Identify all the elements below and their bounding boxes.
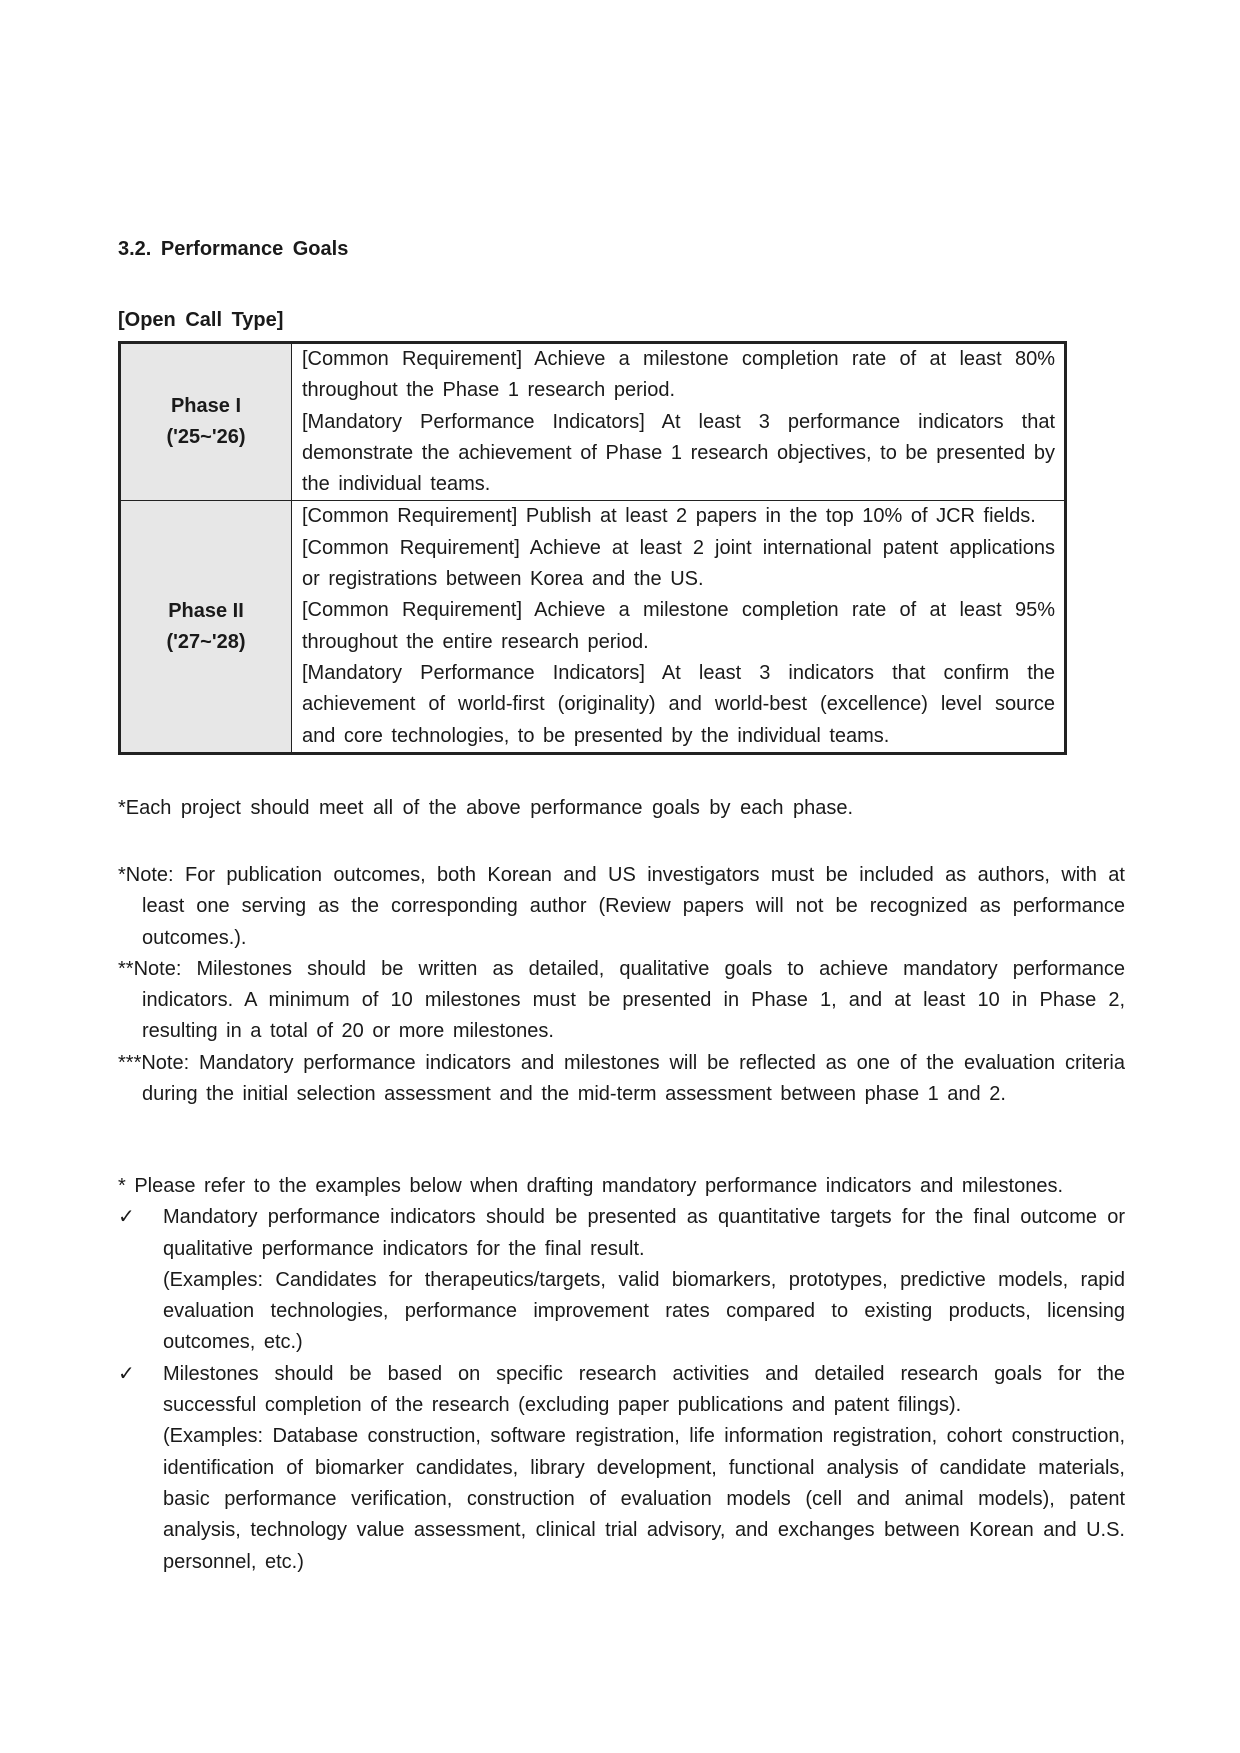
examples-block <box>118 1171 1125 1578</box>
phase-label: Phase II <box>168 599 244 622</box>
phase-years: ('25~'26) <box>166 426 246 449</box>
phase-label: Phase I <box>170 395 242 418</box>
checkmark-icon: ✓ <box>118 1206 135 1229</box>
phase-years: ('27~'28) <box>166 630 246 653</box>
examples-intro: * Please refer to the examples below when drafting mandatory performance indicators and milestones. <box>118 1175 1064 1197</box>
requirement-item: [Mandatory Performance Indicators] At least 3 indicators that confirm the achievement of world-first (originality) and world-best (excellence) level source and core technologies, to be presented by the individual teams. <box>302 661 1055 747</box>
phase-cell <box>120 501 292 753</box>
phase-cell <box>120 343 292 501</box>
performance-goals-table <box>118 341 1067 755</box>
check-list-item <box>118 1359 1125 1578</box>
requirement-item: [Mandatory Performance Indicators] At least 3 performance indicators that demonstrate the achievement of Phase 1 research objectives, to be presented by the individual teams. <box>302 410 1055 496</box>
section-title: 3.2. Performance Goals <box>118 238 349 260</box>
check-item-example: (Examples: Database construction, software registration, life information registration, cohort construction, identification of biomarker candidates, library development, functional analysis of candidate materials, basic performance verification, construction of evaluation models (cell and animal models), patent analysis, technology value assessment, clinical trial advisory, and exchanges between Korean and U.S. personnel, etc.) <box>163 1425 1125 1573</box>
phase-description <box>292 343 1066 501</box>
requirement-item: [Common Requirement] Achieve at least 2 joint international patent applications or registrations between Korea and the US. <box>302 536 1055 591</box>
check-item-example: (Examples: Candidates for therapeutics/targets, valid biomarkers, prototypes, predictive models, rapid evaluation technologies, performance improvement rates compared to existing products, licensing outcomes, etc.) <box>163 1268 1125 1354</box>
table-row-phase-1 <box>120 343 1066 501</box>
note-evaluation: ***Note: Mandatory performance indicators and milestones will be reflected as one of the evaluation criteria during the initial selection assessment and the mid-term assessment between phase 1 and 2. <box>118 1051 1125 1106</box>
each-project-note: *Each project should meet all of the above performance goals by each phase. <box>118 797 854 819</box>
check-item-text: Milestones should be based on specific research activities and detailed research goals for the successful completion of the research (excluding paper publications and patent filings). <box>163 1362 1125 1417</box>
requirement-item: [Common Requirement] Achieve a milestone completion rate of at least 80% throughout the Phase 1 research period. <box>302 348 1055 402</box>
check-item-text: Mandatory performance indicators should be presented as quantitative targets for the final outcome or qualitative performance indicators for the final result. <box>163 1206 1125 1260</box>
note-milestones: **Note: Milestones should be written as detailed, qualitative goals to achieve mandatory performance indicators. A minimum of 10 milestones must be presented in Phase 1, and at least 10 in Phase 2, resulting in a total of 20 or more milestones. <box>118 957 1125 1043</box>
note-publication: *Note: For publication outcomes, both Korean and US investigators must be included as authors, with at least one serving as the corresponding author (Review papers will not be recognized as performance outcomes.). <box>118 864 1125 949</box>
subsection-title: [Open Call Type] <box>118 309 284 331</box>
notes-block <box>118 860 1125 1110</box>
phase-description <box>292 501 1066 753</box>
checkmark-icon: ✓ <box>118 1362 135 1385</box>
requirement-item: [Common Requirement] Achieve a milestone completion rate of at least 95% throughout the entire research period. <box>302 599 1055 653</box>
table-row-phase-2 <box>120 501 1066 753</box>
requirement-item: [Common Requirement] Publish at least 2 papers in the top 10% of JCR fields. <box>302 505 1036 528</box>
check-list-item <box>118 1202 1125 1358</box>
